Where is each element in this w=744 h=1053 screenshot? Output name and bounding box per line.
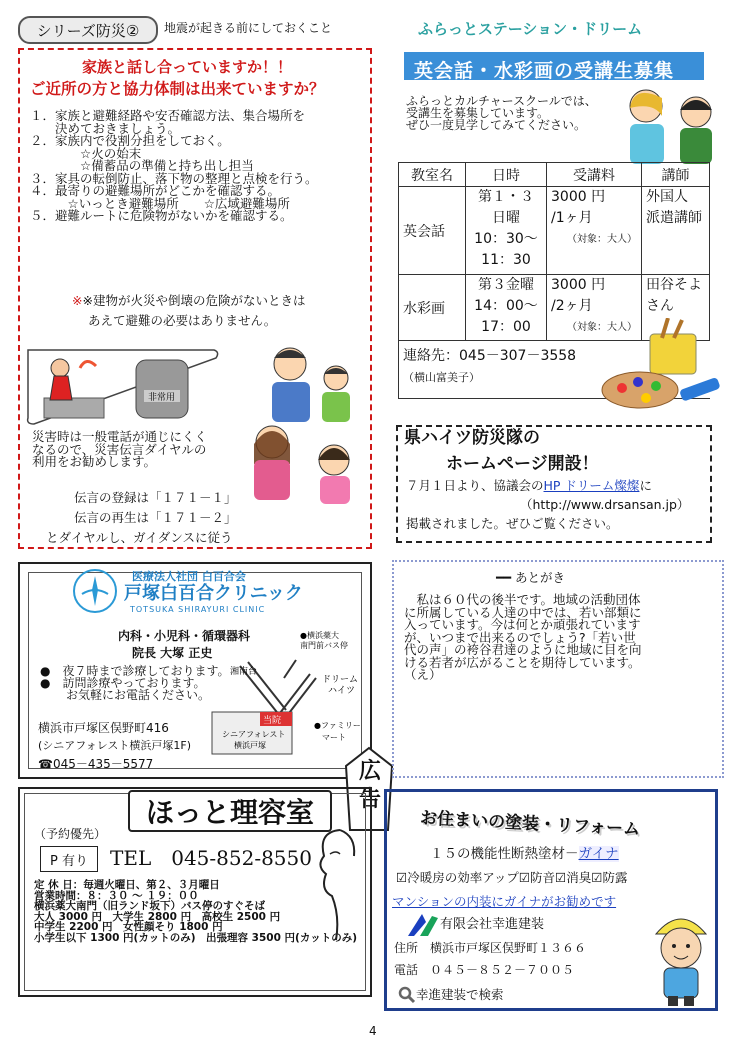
- addr-label: 住所: [394, 941, 419, 955]
- class-name: 英会話: [399, 187, 466, 275]
- list-item: ☆備蓄品の準備と持ち出し担当: [30, 158, 254, 173]
- stove-icon: [44, 398, 104, 418]
- afterword-line: が、いつまで出来るのでしょう?「若い世: [404, 629, 636, 645]
- date-line: 第１・３: [478, 189, 534, 205]
- reform-features: ☑冷暖房の効率アップ☑防音☑消臭☑防露: [396, 870, 628, 885]
- paint-tube-icon: [679, 377, 721, 402]
- clinic-departments: 内科・小児科・循環器科: [118, 629, 251, 643]
- tel-label: 電話: [394, 963, 419, 977]
- fee-line: 3000 円: [551, 189, 606, 205]
- series-label: シリーズ防災②: [18, 16, 158, 44]
- date-line: 11：30: [481, 252, 531, 268]
- fee-line: /1ヶ月: [551, 210, 593, 226]
- hp-link[interactable]: HP ドリーム燦燦: [543, 478, 640, 493]
- list-item: 決めておきましょう。: [30, 120, 181, 136]
- afterword-line: ける若者が広がることを期待しています。: [404, 654, 641, 670]
- hights-text: に: [639, 478, 652, 493]
- list-item: ☆いっとき避難場所 ☆広域避難場所: [30, 195, 290, 211]
- afterword-body: [404, 594, 642, 682]
- date-line: 14：00～: [474, 298, 538, 314]
- phone-advice: [32, 431, 207, 469]
- hights-title-1: 県ハイツ防災隊の: [404, 428, 540, 448]
- disaster-illustration: [24, 338, 364, 430]
- service-text: 訪問診療やっております。: [62, 676, 206, 690]
- map-family-label-1: ●ファミリー: [314, 721, 361, 730]
- afterword-title-text: あとがき: [515, 570, 566, 585]
- header-cell: 日時: [466, 163, 547, 187]
- hights-text: ７月１日より、協議会の: [406, 478, 544, 493]
- clinic-services: [40, 665, 230, 701]
- teacher-line: 田谷そよ: [646, 277, 702, 293]
- list-item: ５．避難ルートに危険物がないかを確認する。: [30, 208, 293, 223]
- contact-phone: 連絡先：045－307－3558: [403, 348, 577, 364]
- fee-line: /2ヶ月: [551, 298, 593, 314]
- gaina-text: １５の機能性断熱塗材－: [430, 846, 579, 862]
- family-illustration: [228, 424, 368, 544]
- parking-badge: [40, 846, 98, 872]
- disaster-heading-2: ご近所の方と協力体制は出来ていますか？: [30, 80, 325, 98]
- clinic-director: 院長 大塚 正史: [132, 646, 213, 660]
- gaina-line: [430, 848, 619, 862]
- list-item: ２．家族内で役割分担をしておく。: [30, 133, 230, 148]
- barber-title-text: ほっと理容室: [145, 796, 314, 829]
- hights-title-2: ホームページ開設！: [446, 454, 599, 474]
- map-bus-label-2: 南門前バス停: [300, 641, 348, 650]
- clinic-name: 戸塚白百合クリニック: [124, 583, 303, 604]
- list-item: ☆火の始末: [30, 145, 142, 161]
- barber-phone: TEL 045-852-8550: [110, 846, 312, 870]
- info-line: 横浜薬大南門（旧ランド坂下）バス停のすぐそば: [34, 900, 265, 912]
- reform-promo: マンションの内装にガイナがお勧めです: [392, 894, 617, 909]
- barber-title: [128, 790, 332, 832]
- afterword-line: 代の声」の袴谷君達のように地域に目を向: [404, 642, 642, 657]
- map-road: [284, 660, 296, 678]
- dial-instruction: とダイヤルし、ガイダンスに従う: [46, 530, 233, 545]
- class-date: [466, 275, 547, 341]
- info-line: 定 休 日：毎週火曜日、第２、３月曜日: [34, 879, 220, 891]
- afterword-line: 入っています。今は何とか頑張れています: [404, 617, 641, 632]
- tel-text: ０４５－８５２－７００５: [430, 963, 575, 977]
- header-cell: 講師: [642, 163, 710, 187]
- clinic-corp: 医療法人社団 白百合会: [132, 570, 246, 583]
- class-date: [466, 187, 547, 275]
- teacher-student-illustration: [616, 82, 726, 164]
- date-line: 17：00: [481, 319, 531, 335]
- fee-target: （対象：大人）: [567, 234, 637, 245]
- station-banner: [404, 52, 704, 80]
- list-item: ３．家具の転倒防止、落下物の整理と点検を行う。: [30, 170, 318, 186]
- info-line: 小学生以下 1300 円(カットのみ) 出張理容 3500 円(カットのみ): [34, 931, 358, 944]
- header-cell: 受講料: [547, 163, 642, 187]
- barber-priority: （予約優先）: [34, 827, 107, 841]
- list-item: ● 訪問診療やっております。: [40, 676, 206, 690]
- emergency-bag-icon: [136, 360, 188, 418]
- paint-bucket-icon: [650, 334, 696, 374]
- company-logo-icon: [406, 912, 440, 938]
- evac-note-1: ※※建物が火災や倒壊の危険がないときは: [72, 293, 306, 308]
- service-text: 夜７時まで診療しております。: [62, 664, 230, 678]
- reform-title: お住まいの塗装・リフォーム: [419, 808, 641, 840]
- disaster-heading-1: 家族と話し合っていますか！！: [82, 58, 293, 76]
- afterword-line: 私は６０代の後半です。地域の活動団体: [404, 592, 641, 607]
- station-intro: [406, 95, 597, 131]
- evac-note-2: あえて避難の必要はありません。: [88, 313, 277, 328]
- message-replay: 伝言の再生は「１７１－２」: [74, 510, 237, 525]
- palette-icon: [602, 372, 678, 408]
- class-fee: [547, 187, 642, 275]
- company-name: 有限会社幸進建装: [440, 917, 545, 932]
- evac-note-1-text: ※建物が火災や倒壊の危険がないときは: [82, 293, 306, 308]
- fee-target: （対象：大人）: [567, 322, 637, 333]
- afterword-sign: （え）: [404, 667, 442, 682]
- page-number: 4: [369, 1024, 377, 1038]
- phone-advice-line: なるので、災害伝言ダイヤルの: [32, 441, 207, 457]
- list-item: ４．最寄りの避難場所がどこかを確認する。: [30, 183, 281, 198]
- ad-char: 告: [358, 787, 381, 812]
- table-row: [399, 187, 710, 275]
- search-box[interactable]: [398, 986, 504, 1004]
- station-title: ふらっとステーション・ドリーム: [418, 20, 643, 38]
- class-name: 水彩画: [399, 275, 466, 341]
- company-phone: [394, 964, 574, 976]
- contact-name: （横山富美子）: [403, 371, 480, 384]
- paint-palette-illustration: [598, 318, 726, 412]
- date-line: 第３金曜: [478, 277, 534, 293]
- header-cell: 教室名: [399, 163, 466, 187]
- teacher-line: 派遣講師: [646, 210, 702, 226]
- gaina-link[interactable]: ガイナ: [578, 846, 619, 862]
- bag-label: 非常用: [148, 393, 176, 403]
- company-address: [394, 942, 586, 954]
- search-text: 幸進建装で検索: [416, 986, 504, 1002]
- map-building-label-1: シニアフォレスト: [222, 730, 286, 739]
- list-item: ● 夜７時まで診療しております。: [40, 664, 230, 678]
- search-icon: [398, 986, 416, 1004]
- info-line: 営業時間：８：３０ ～ １９：００: [34, 889, 199, 902]
- clinic-name-en: TOTSUKA SHIRAYURI CLINIC: [130, 605, 266, 614]
- call-text: お気軽にお電話ください。: [66, 688, 211, 702]
- clinic-address: 横浜市戸塚区俣野町416: [38, 721, 169, 735]
- teacher-line: 外国人: [646, 189, 688, 205]
- info-line: 大人 3000 円 大学生 2800 円 高校生 2500 円: [34, 910, 281, 923]
- ad-char: 広: [358, 759, 381, 784]
- here-label: 当院: [263, 716, 282, 726]
- map-shonan-label: 湘南台: [230, 667, 258, 677]
- person-head: [51, 359, 69, 377]
- class-teacher: [642, 187, 710, 275]
- hights-url[interactable]: （http://www.drsansan.jp）: [520, 497, 690, 512]
- list-item: １．家族と避難経路や安否確認方法、集合場所を: [30, 108, 306, 123]
- hights-line-1: [406, 480, 652, 493]
- series-subtitle: 地震が起きる前にしておくこと: [164, 21, 333, 35]
- hights-line-3: 掲載されました。ぜひご覧ください。: [406, 516, 619, 531]
- phone-advice-line: 利用をお勧めします。: [32, 454, 157, 469]
- banner-text: 英会話・水彩画の受講生募集: [414, 60, 675, 82]
- date-line: 10：30～: [474, 231, 538, 247]
- table-header-row: [399, 163, 710, 187]
- clinic-logo-icon: [72, 568, 118, 614]
- map-dream-label-1: ドリーム: [322, 675, 359, 685]
- afterword-line: に所属している人達の中では、若い部類に: [404, 604, 642, 620]
- parking-text: P 有り: [50, 853, 88, 869]
- map-family-label-2: マート: [322, 733, 346, 742]
- date-line: 日曜: [492, 210, 520, 226]
- map-dream-label-2: ハイツ: [328, 686, 356, 696]
- disaster-checklist: [30, 110, 318, 223]
- intro-line: ふらっとカルチャースクールでは、: [406, 94, 597, 108]
- intro-line: 受講生を募集しています。: [406, 106, 550, 120]
- worker-mascot-illustration: [650, 904, 712, 1006]
- clinic-building: (シニアフォレスト横浜戸塚1F): [38, 739, 192, 752]
- afterword-title: ━━ あとがき: [496, 570, 566, 585]
- phone-advice-line: 災害時は一般電話が通じにくく: [32, 429, 208, 444]
- barber-info: [34, 880, 357, 943]
- intro-line: ぜひ一度見学してみてください。: [406, 118, 587, 132]
- message-record: 伝言の登録は「１７１－１」: [74, 490, 237, 505]
- clinic-phone: ☎045－435－5577: [38, 757, 154, 771]
- barber-face-illustration: [310, 826, 364, 944]
- teacher-line: さん: [646, 298, 674, 314]
- map-bus-label-1: ●横浜薬大: [300, 631, 339, 640]
- addr-text: 横浜市戸塚区俣野町１３６６: [430, 941, 587, 955]
- fee-line: 3000 円: [551, 277, 606, 293]
- map-building-label-2: 横浜戸塚: [234, 741, 266, 750]
- info-line: 中学生 2200 円 女性顔そり 1800 円: [34, 921, 223, 933]
